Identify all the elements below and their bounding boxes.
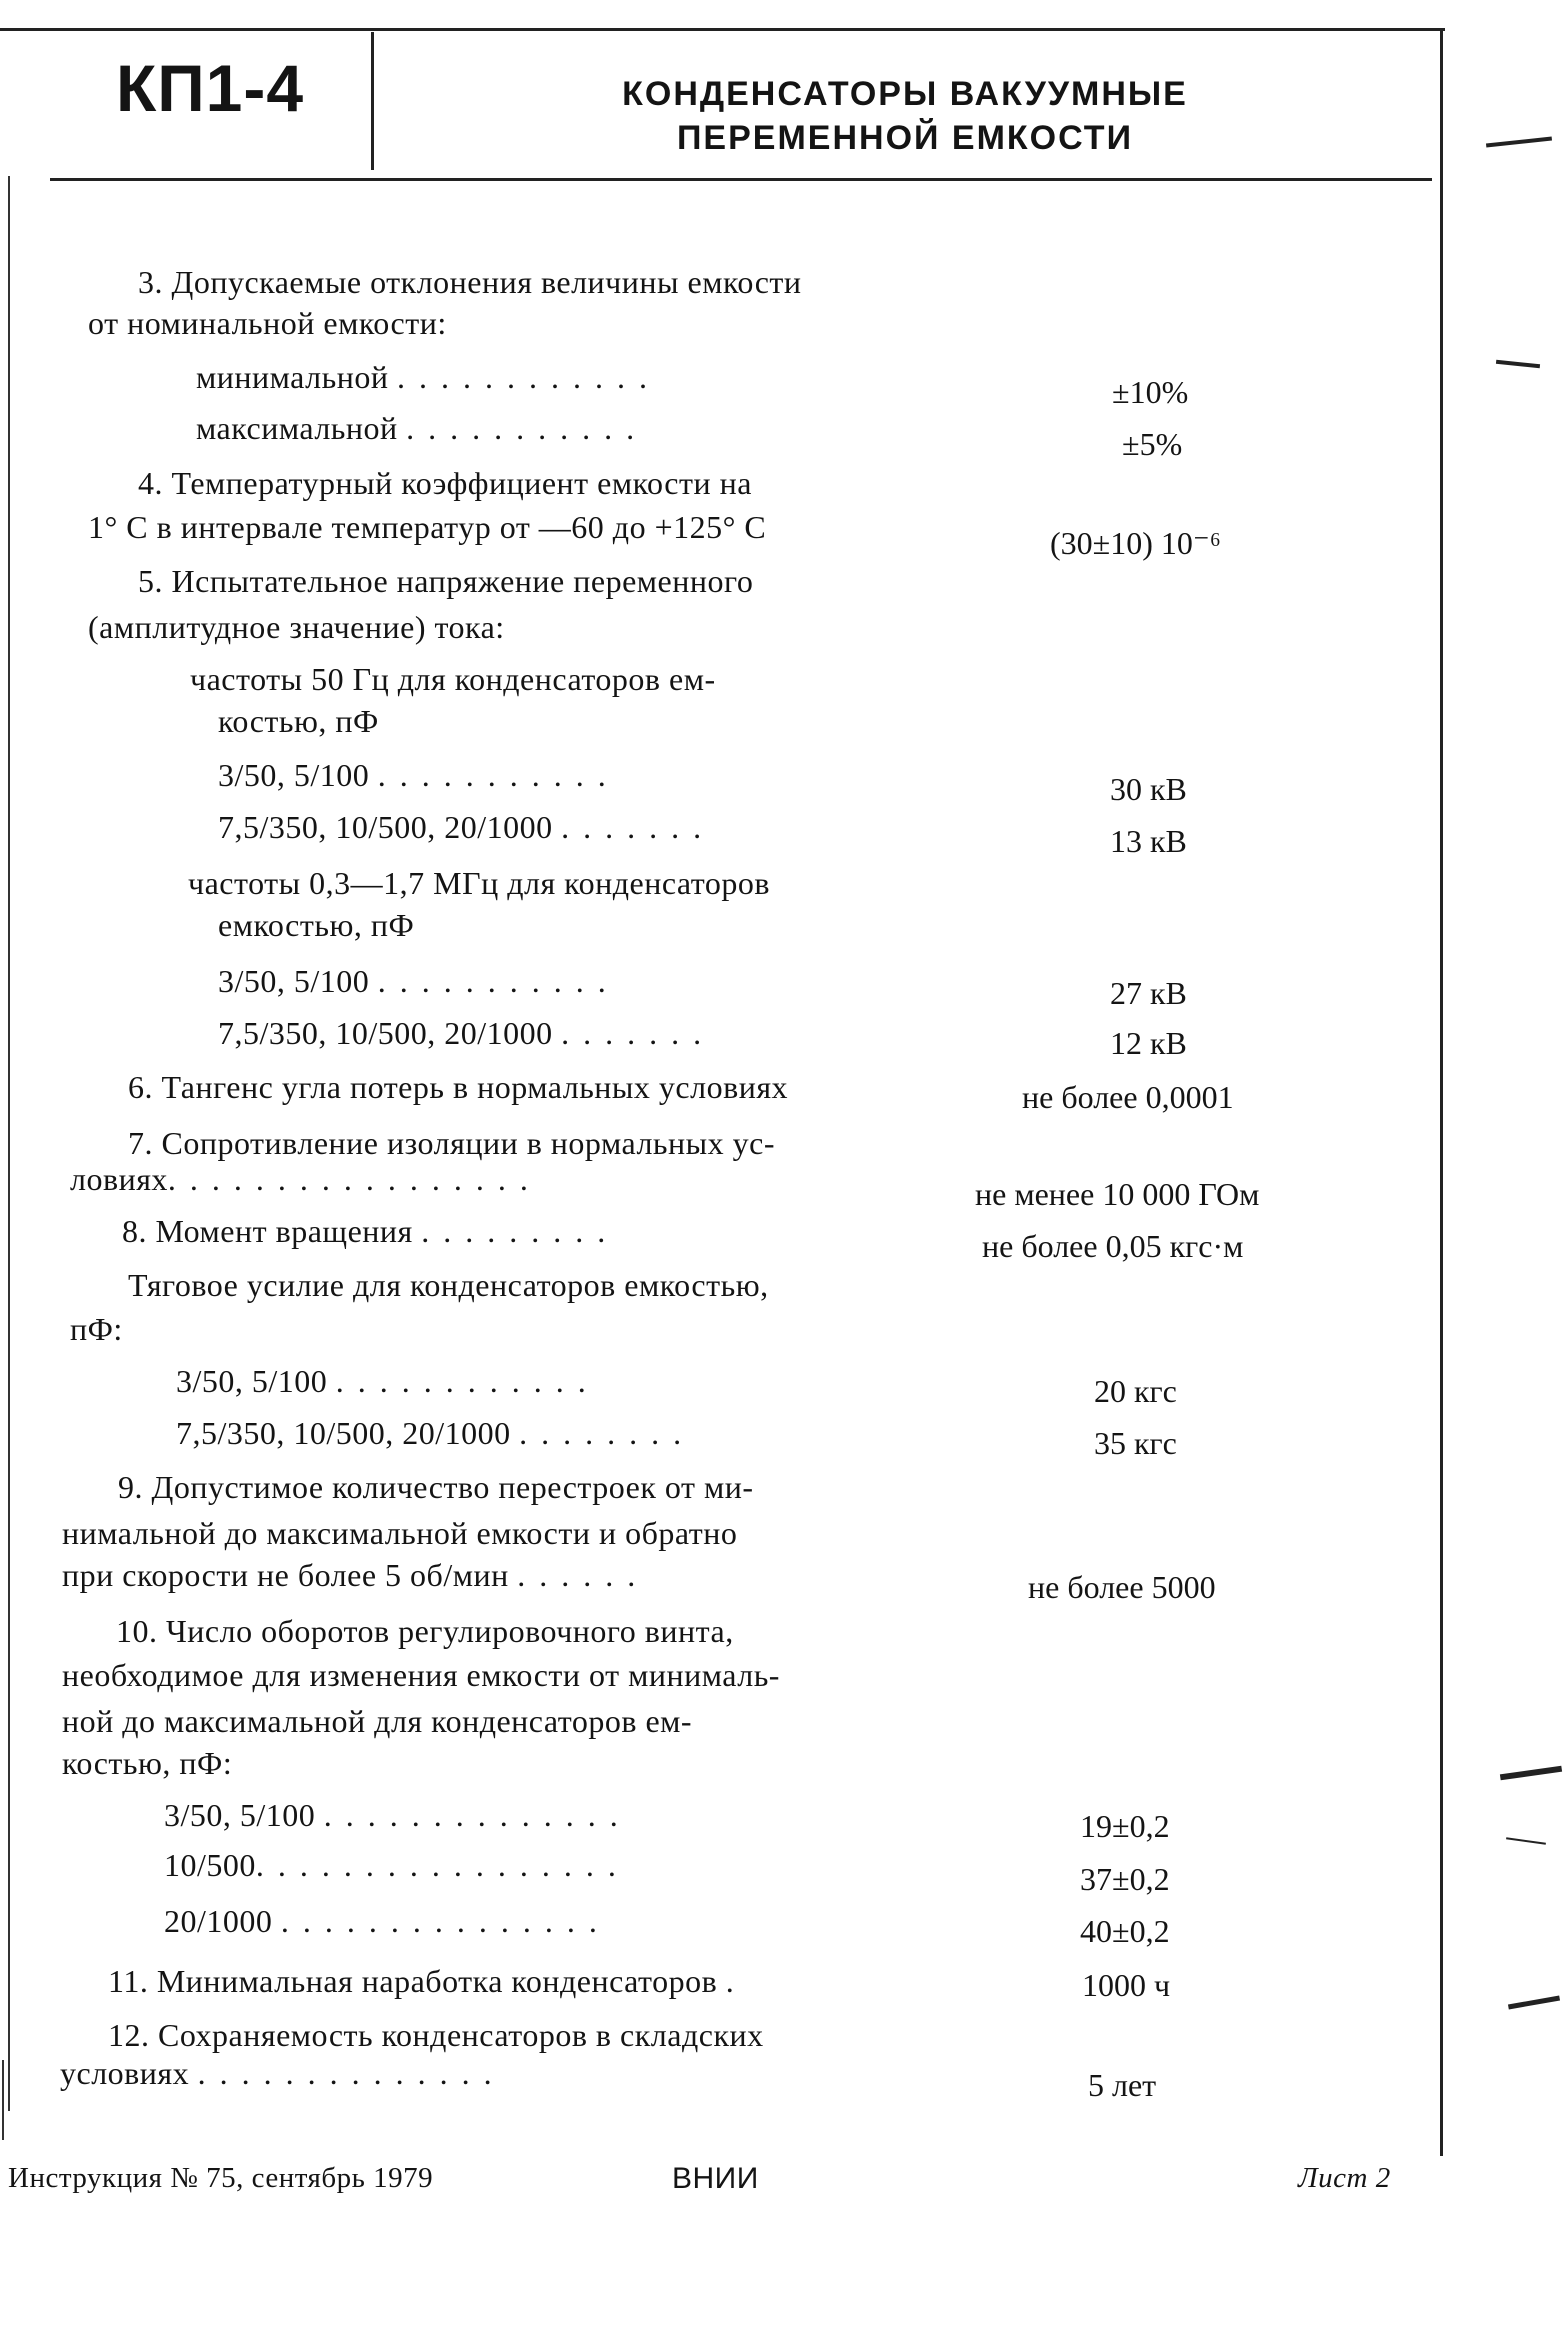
item-4-value: (30±10) 10⁻⁶: [1050, 525, 1221, 561]
item-3-line-1: 3. Допускаемые отклонения величины емкости: [138, 264, 802, 300]
header-separator: [371, 32, 374, 170]
item-6-value: не более 0,0001: [1022, 1079, 1234, 1115]
item-8-label: 8. Момент вращения: [122, 1213, 413, 1249]
item-5-50hz-line-2: костью, пФ: [218, 703, 379, 739]
document-code: КП1-4: [115, 51, 305, 125]
item-3-max-value: ±5%: [1122, 426, 1183, 462]
item-9-line-1: 9. Допустимое количество перестроек от ми-: [118, 1469, 754, 1505]
footer-organization: ВНИИ: [672, 2162, 759, 2195]
traction-line-2: пФ:: [70, 1311, 123, 1347]
item-8-value: не более 0,05 кгс·м: [982, 1228, 1244, 1264]
item-5-mhz-row-1-value: 27 кВ: [1110, 975, 1187, 1011]
item-11-value: 1000 ч: [1082, 1967, 1171, 2003]
traction-row-1: 3/50, 5/100 ............: [176, 1363, 600, 1399]
item-10-line-1: 10. Число оборотов регулировочного винта,: [116, 1613, 734, 1649]
frame-top-line: [0, 28, 1445, 31]
frame-left-line-lower: [2, 2060, 4, 2140]
title-line-2: ПЕРЕМЕННОЙ ЕМКОСТИ: [676, 119, 1134, 157]
traction-row-1-value: 20 кгс: [1094, 1373, 1177, 1409]
item-5-mhz-row-2: 7,5/350, 10/500, 20/1000 .......: [218, 1015, 716, 1051]
item-5-50hz-row-2-value: 13 кВ: [1110, 823, 1187, 859]
item-5-mhz-row-1-label: 3/50, 5/100: [218, 963, 370, 999]
item-5-50hz-row-1: 3/50, 5/100 ...........: [218, 757, 620, 793]
item-3-line-2: от номинальной емкости:: [88, 305, 447, 341]
item-7-value: не менее 10 000 ГОм: [975, 1176, 1260, 1212]
item-5-mhz-row-2-label: 7,5/350, 10/500, 20/1000: [218, 1015, 553, 1051]
item-10-row-2: 10/500.................: [164, 1847, 630, 1883]
item-5-50hz-row-1-label: 3/50, 5/100: [218, 757, 370, 793]
item-11-label: 11. Минимальная наработка конденсаторов: [108, 1963, 718, 1999]
item-9-line-2: нимальной до максимальной емкости и обратно: [62, 1515, 738, 1551]
item-9-value: не более 5000: [1028, 1569, 1216, 1605]
item-10-line-3: ной до максимальной для конденсаторов ем-: [62, 1703, 693, 1739]
scan-mark: [1506, 1837, 1546, 1845]
item-4-line-1: 4. Температурный коэффициент емкости на: [138, 465, 752, 501]
item-10-row-1-value: 19±0,2: [1080, 1808, 1170, 1844]
item-5-mhz-line-2: емкостью, пФ: [218, 907, 415, 943]
item-8-line-1: 8. Момент вращения .........: [122, 1213, 620, 1249]
item-10-row-3: 20/1000 ...............: [164, 1903, 611, 1939]
item-3-max-label: максимальной: [196, 410, 398, 446]
item-5-line-2: (амплитудное значение) тока:: [88, 609, 505, 645]
traction-line-1: Тяговое усилие для конденсаторов емкостью,: [128, 1267, 769, 1303]
item-3-max-row: максимальной ...........: [196, 410, 649, 446]
header-divider: [50, 178, 1432, 181]
item-10-line-4: костью, пФ:: [62, 1745, 233, 1781]
scan-mark: [1486, 137, 1552, 148]
document-title: [560, 72, 1250, 160]
item-12-line-2: условиях ..............: [60, 2055, 506, 2091]
item-10-row-1-label: 3/50, 5/100: [164, 1797, 316, 1833]
traction-row-1-label: 3/50, 5/100: [176, 1363, 328, 1399]
item-5-50hz-line-1: частоты 50 Гц для конденсаторов ем-: [190, 661, 716, 697]
frame-left-line: [8, 176, 10, 2111]
title-line-1: КОНДЕНСАТОРЫ ВАКУУМНЫЕ: [622, 75, 1188, 113]
item-4-line-2: 1° С в интервале температур от —60 до +125° С: [88, 509, 767, 545]
item-10-row-3-value: 40±0,2: [1080, 1913, 1170, 1949]
footer-instruction: Инструкция № 75, сентябрь 1979: [8, 2162, 434, 2194]
item-3-min-label: минимальной: [196, 359, 389, 395]
item-12-label: условиях: [60, 2055, 190, 2091]
scan-mark: [1508, 1996, 1560, 2010]
frame-right-line: [1440, 28, 1443, 2156]
footer-sheet-number: Лист 2: [1298, 2162, 1391, 2194]
item-7-label: ловиях: [70, 1161, 168, 1197]
item-7-line-1: 7. Сопротивление изоляции в нормальных ус-: [128, 1125, 775, 1161]
item-7-line-2: ловиях.................: [70, 1161, 542, 1197]
item-5-50hz-row-2: 7,5/350, 10/500, 20/1000 .......: [218, 809, 716, 845]
item-3-min-value: ±10%: [1112, 374, 1189, 410]
item-5-mhz-line-1: частоты 0,3—1,7 МГц для конденсаторов: [188, 865, 770, 901]
item-10-row-2-label: 10/500: [164, 1847, 256, 1883]
traction-row-2-label: 7,5/350, 10/500, 20/1000: [176, 1415, 511, 1451]
traction-row-2-value: 35 кгс: [1094, 1425, 1177, 1461]
item-9-label: при скорости не более 5 об/мин: [62, 1557, 509, 1593]
traction-row-2: 7,5/350, 10/500, 20/1000 ........: [176, 1415, 696, 1451]
item-5-mhz-row-2-value: 12 кВ: [1110, 1025, 1187, 1061]
item-6-line-1: 6. Тангенс угла потерь в нормальных условиях: [128, 1069, 789, 1105]
scan-mark: [1500, 1766, 1562, 1781]
item-12-line-1: 12. Сохраняемость конденсаторов в складских: [108, 2017, 764, 2053]
item-5-line-1: 5. Испытательное напряжение переменного: [138, 563, 754, 599]
item-5-50hz-row-1-value: 30 кВ: [1110, 771, 1187, 807]
item-5-mhz-row-1: 3/50, 5/100 ...........: [218, 963, 620, 999]
item-11-line-1: 11. Минимальная наработка конденсаторов .: [108, 1963, 748, 1999]
item-10-line-2: необходимое для изменения емкости от минималь-: [62, 1657, 780, 1693]
item-10-row-2-value: 37±0,2: [1080, 1861, 1170, 1897]
item-10-row-1: 3/50, 5/100 ..............: [164, 1797, 632, 1833]
item-5-50hz-row-2-label: 7,5/350, 10/500, 20/1000: [218, 809, 553, 845]
item-12-value: 5 лет: [1088, 2067, 1157, 2103]
item-3-min-row: минимальной ............: [196, 359, 661, 395]
scan-mark: [1496, 360, 1540, 369]
item-9-line-3: при скорости не более 5 об/мин ......: [62, 1557, 650, 1593]
item-10-row-3-label: 20/1000: [164, 1903, 273, 1939]
